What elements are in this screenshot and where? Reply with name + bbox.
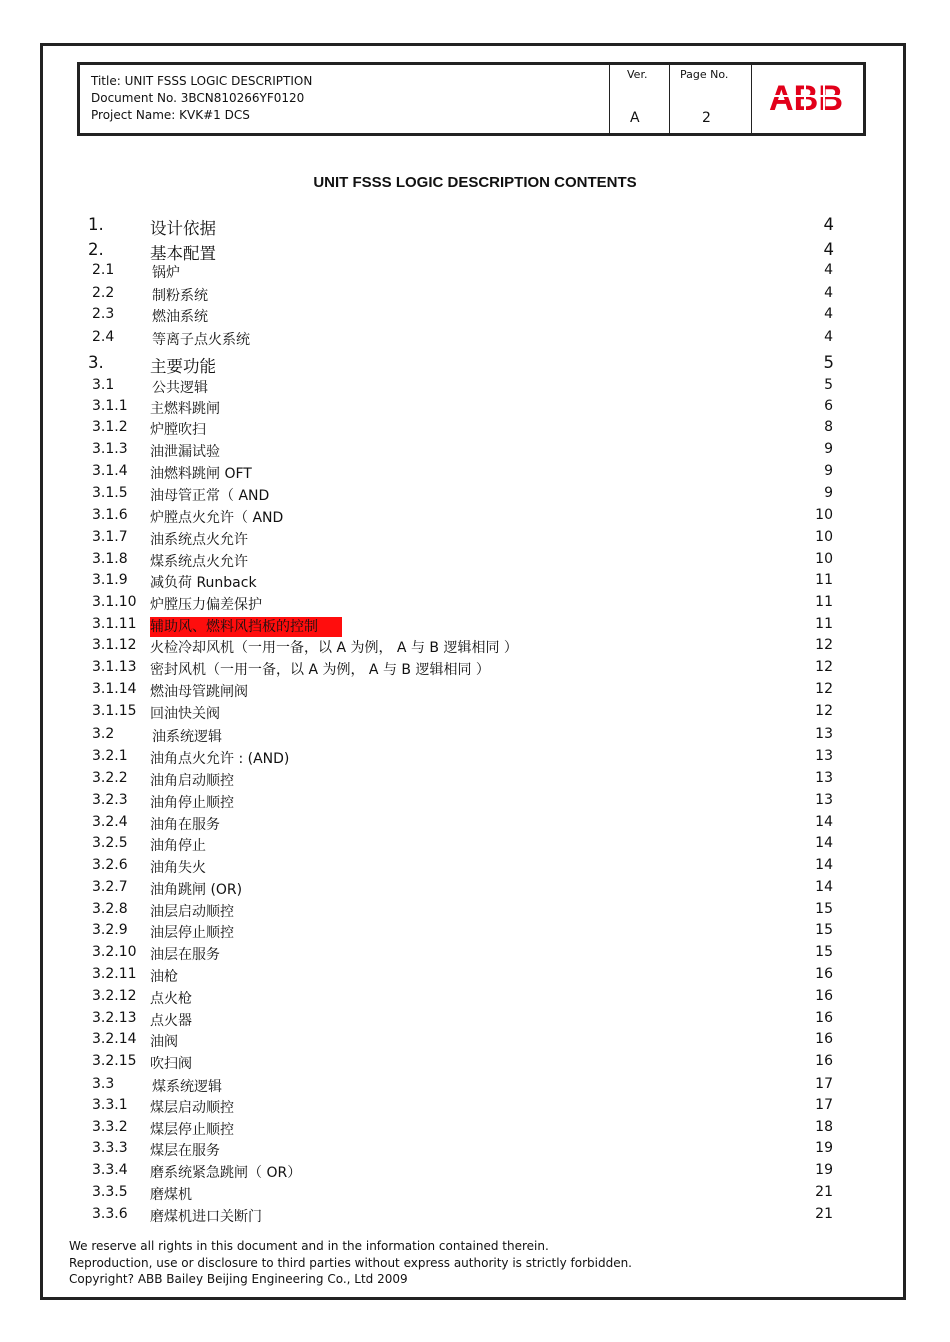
toc-entry-title: 油母管正常（ AND [150,488,270,504]
footer-line: We reserve all rights in this document and in the information contained therein. [69,1239,549,1253]
toc-entry [88,1097,836,1117]
copyright-footer [69,1238,632,1288]
toc-entry-number: 2.1 [92,262,115,278]
toc-entry-page: 19 [815,1162,833,1178]
toc-entry-number: 3.1.2 [92,419,128,435]
toc-entry-title: 磨煤机进口关断门 [150,1209,262,1225]
toc-entry [88,988,836,1008]
toc-entry-number: 3.1.1 [92,398,128,414]
toc-entry [88,1076,836,1096]
toc-entry-number: 3.1 [92,377,115,393]
toc-entry-title: 点火器 [150,1013,192,1029]
toc-entry-number: 3.2.3 [92,792,128,808]
toc-entry-title: 油角在服务 [150,817,220,833]
toc-entry-title: 辅助风、燃料风挡板的控制 [150,617,342,637]
contents-heading: UNIT FSSS LOGIC DESCRIPTION CONTENTS [313,174,637,191]
toc-entry-title: 油燃料跳闸 OFT [150,466,252,482]
toc-entry-number: 3.1.9 [92,572,128,588]
toc-entry [88,726,836,746]
toc-entry-page: 8 [824,419,833,435]
toc-entry-title: 煤层在服务 [150,1143,220,1159]
toc-entry-number: 3.1.4 [92,463,128,479]
toc-entry [88,419,836,439]
toc-entry [88,857,836,877]
toc-entry-number: 3.1.7 [92,529,128,545]
footer-line: Reproduction, use or disclosure to third parties without express authority is strictly forbidden. [69,1255,632,1270]
toc-entry [88,463,836,483]
toc-entry-title: 火检冷却风机（一用一备，以 A 为例， A 与 B 逻辑相同 ） [150,640,518,656]
toc-entry-page: 4 [824,262,833,278]
toc-entry-title: 油泄漏试验 [150,444,220,460]
toc-entry-page: 13 [815,726,833,742]
toc-entry-number: 3.2.8 [92,901,128,917]
toc-entry-page: 5 [823,353,834,372]
toc-entry-title: 油层启动顺控 [150,904,234,920]
toc-entry-page: 9 [824,441,833,457]
toc-entry [88,529,836,549]
toc-entry-number: 3.2.11 [92,966,137,982]
toc-entry-title: 油角点火允许 : (AND) [150,751,290,767]
toc-entry-number: 3. [88,353,104,372]
toc-entry-title: 油系统逻辑 [152,729,222,745]
toc-entry [88,377,836,397]
toc-entry-number: 1. [88,215,104,234]
toc-entry-title: 锅炉 [152,265,180,281]
toc-entry-title: 油角跳闸 (OR) [150,882,243,898]
toc-entry-title: 油枪 [150,969,178,985]
toc-entry-number: 3.2.10 [92,944,137,960]
header-info [91,73,312,124]
toc-entry [88,748,836,768]
toc-entry-page: 5 [824,377,833,393]
page-number-value: 2 [702,110,711,126]
toc-entry-title: 炉膛吹扫 [150,422,206,438]
toc-entry-number: 3.1.12 [92,637,137,653]
toc-entry-page: 21 [815,1206,833,1222]
toc-entry-page: 14 [815,835,833,851]
toc-entry-number: 3.3.4 [92,1162,128,1178]
toc-entry [88,1162,836,1182]
toc-entry-title: 设计依据 [150,219,216,238]
project-name-line: Project Name: KVK#1 DCS [91,108,250,122]
toc-entry-number: 3.1.8 [92,551,128,567]
toc-entry-title: 燃油母管跳闸阀 [150,684,248,700]
doc-title-line: Title: UNIT FSSS LOGIC DESCRIPTION [91,74,313,88]
toc-entry-page: 16 [815,988,833,1004]
toc-entry-title: 油角失火 [150,860,206,876]
toc-entry-title: 煤系统点火允许 [150,554,248,570]
toc-entry-page: 15 [815,944,833,960]
toc-entry-page: 17 [815,1076,833,1092]
toc-entry-page: 6 [824,398,833,414]
toc-entry-page: 16 [815,1031,833,1047]
toc-entry-number: 3.1.3 [92,441,128,457]
toc-entry-number: 3.2.6 [92,857,128,873]
toc-entry [88,1010,836,1030]
toc-entry-title: 公共逻辑 [152,380,208,396]
toc-entry-title: 密封风机（一用一备，以 A 为例， A 与 B 逻辑相同 ） [150,662,490,678]
toc-entry-number: 3.2.7 [92,879,128,895]
toc-entry-page: 15 [815,901,833,917]
toc-entry [88,285,836,305]
toc-entry-page: 13 [815,748,833,764]
toc-entry-number: 3.2.2 [92,770,128,786]
toc-entry [88,1053,836,1073]
toc-entry-page: 19 [815,1140,833,1156]
toc-entry-number: 3.3 [92,1076,115,1092]
toc-entry [88,398,836,418]
toc-entry [88,240,836,263]
toc-entry-page: 15 [815,922,833,938]
toc-entry [88,1184,836,1204]
abb-logo [768,81,844,116]
toc-entry-number: 3.2.5 [92,835,128,851]
toc-entry-number: 3.2.1 [92,748,128,764]
toc-entry-number: 3.3.3 [92,1140,128,1156]
toc-entry-page: 4 [824,329,833,345]
toc-entry-title: 磨系统紧急跳闸（ OR） [150,1165,302,1181]
toc-entry-page: 10 [815,507,833,523]
toc-entry-page: 10 [815,529,833,545]
toc-entry-title: 油系统点火允许 [150,532,248,548]
toc-entry [88,616,836,636]
toc-entry-number: 2. [88,240,104,259]
toc-entry-number: 3.2 [92,726,115,742]
toc-entry-title: 主燃料跳闸 [150,401,220,417]
toc-entry-title: 点火枪 [150,991,192,1007]
toc-entry [88,835,836,855]
toc-entry [88,1206,836,1226]
toc-entry-page: 11 [815,572,833,588]
toc-entry [88,681,836,701]
toc-entry-page: 13 [815,792,833,808]
toc-entry [88,329,836,349]
toc-entry-title: 减负荷 Runback [150,575,257,591]
toc-entry-page: 13 [815,770,833,786]
toc-entry-page: 14 [815,814,833,830]
toc-entry-number: 2.3 [92,306,115,322]
toc-entry-page: 11 [815,616,833,632]
toc-entry-page: 12 [815,637,833,653]
header-divider [669,65,670,133]
toc-entry-number: 3.2.12 [92,988,137,1004]
toc-entry-page: 4 [824,285,833,301]
toc-entry-page: 4 [823,240,834,259]
toc-entry-number: 3.3.5 [92,1184,128,1200]
toc-entry-title: 制粉系统 [152,288,208,304]
toc-entry [88,1140,836,1160]
toc-entry-page: 16 [815,1010,833,1026]
toc-entry-number: 3.2.13 [92,1010,137,1026]
toc-entry-title: 炉膛点火允许（ AND [150,510,284,526]
toc-entry-title: 油角停止顺控 [150,795,234,811]
toc-entry-title: 基本配置 [150,244,216,263]
toc-entry-number: 3.2.14 [92,1031,137,1047]
toc-entry-page: 12 [815,659,833,675]
toc-entry [88,572,836,592]
toc-entry [88,944,836,964]
toc-entry [88,901,836,921]
toc-entry [88,262,836,282]
toc-entry-title: 燃油系统 [152,309,208,325]
toc-entry-number: 3.3.1 [92,1097,128,1113]
toc-entry-page: 9 [824,463,833,479]
toc-entry-number: 3.2.4 [92,814,128,830]
toc-entry [88,353,836,376]
doc-number-line: Document No. 3BCN810266YF0120 [91,91,305,105]
toc-entry-number: 3.2.9 [92,922,128,938]
toc-entry-title: 煤层启动顺控 [150,1100,234,1116]
toc-entry-title: 煤系统逻辑 [152,1079,222,1095]
toc-entry-title: 油阀 [150,1034,178,1050]
header-divider [751,65,752,133]
toc-entry-title: 炉膛压力偏差保护 [150,597,262,613]
toc-entry-page: 12 [815,681,833,697]
toc-entry-page: 14 [815,857,833,873]
toc-entry-number: 3.1.13 [92,659,137,675]
toc-entry-page: 14 [815,879,833,895]
toc-entry [88,637,836,657]
toc-entry-page: 17 [815,1097,833,1113]
toc-entry [88,551,836,571]
toc-entry-page: 4 [823,215,834,234]
toc-entry [88,1119,836,1139]
toc-entry-page: 9 [824,485,833,501]
toc-entry-title: 吹扫阀 [150,1056,192,1072]
toc-entry [88,770,836,790]
toc-entry-page: 21 [815,1184,833,1200]
toc-entry [88,306,836,326]
page-number-label: Page No. [680,68,729,81]
toc-entry-title: 油角停止 [150,838,206,854]
toc-entry-title: 油角启动顺控 [150,773,234,789]
toc-entry-number: 2.2 [92,285,115,301]
toc-entry [88,703,836,723]
toc-entry [88,441,836,461]
toc-entry [88,485,836,505]
toc-entry-page: 18 [815,1119,833,1135]
toc-entry [88,966,836,986]
toc-entry-page: 11 [815,594,833,610]
toc-entry [88,1031,836,1051]
toc-entry [88,594,836,614]
toc-entry-number: 3.1.15 [92,703,137,719]
toc-entry-number: 3.3.2 [92,1119,128,1135]
toc-entry-number: 3.2.15 [92,1053,137,1069]
toc-entry-number: 2.4 [92,329,115,345]
toc-entry-title: 主要功能 [150,357,216,376]
toc-entry-number: 3.1.11 [92,616,137,632]
toc-entry [88,792,836,812]
toc-entry [88,215,836,238]
toc-entry-number: 3.1.6 [92,507,128,523]
toc-entry-number: 3.1.14 [92,681,137,697]
toc-entry-title: 回油快关阀 [150,706,220,722]
toc-entry [88,659,836,679]
toc-entry-title: 油层停止顺控 [150,925,234,941]
toc-entry-number: 3.3.6 [92,1206,128,1222]
toc-entry [88,879,836,899]
header-divider [609,65,610,133]
version-label: Ver. [627,68,648,81]
toc-entry-number: 3.1.10 [92,594,137,610]
toc-entry-title: 煤层停止顺控 [150,1122,234,1138]
toc-entry-page: 10 [815,551,833,567]
toc-entry-page: 12 [815,703,833,719]
toc-entry-title: 油层在服务 [150,947,220,963]
toc-entry [88,814,836,834]
toc-entry-page: 16 [815,966,833,982]
footer-line: Copyright? ABB Bailey Beijing Engineering Co., Ltd 2009 [69,1272,408,1286]
document-header [77,62,866,136]
toc-entry-page: 16 [815,1053,833,1069]
toc-entry-page: 4 [824,306,833,322]
version-value: A [630,110,640,126]
toc-entry [88,507,836,527]
toc-entry-title: 等离子点火系统 [152,332,250,348]
toc-entry-number: 3.1.5 [92,485,128,501]
toc-entry-title: 磨煤机 [150,1187,192,1203]
toc-entry [88,922,836,942]
